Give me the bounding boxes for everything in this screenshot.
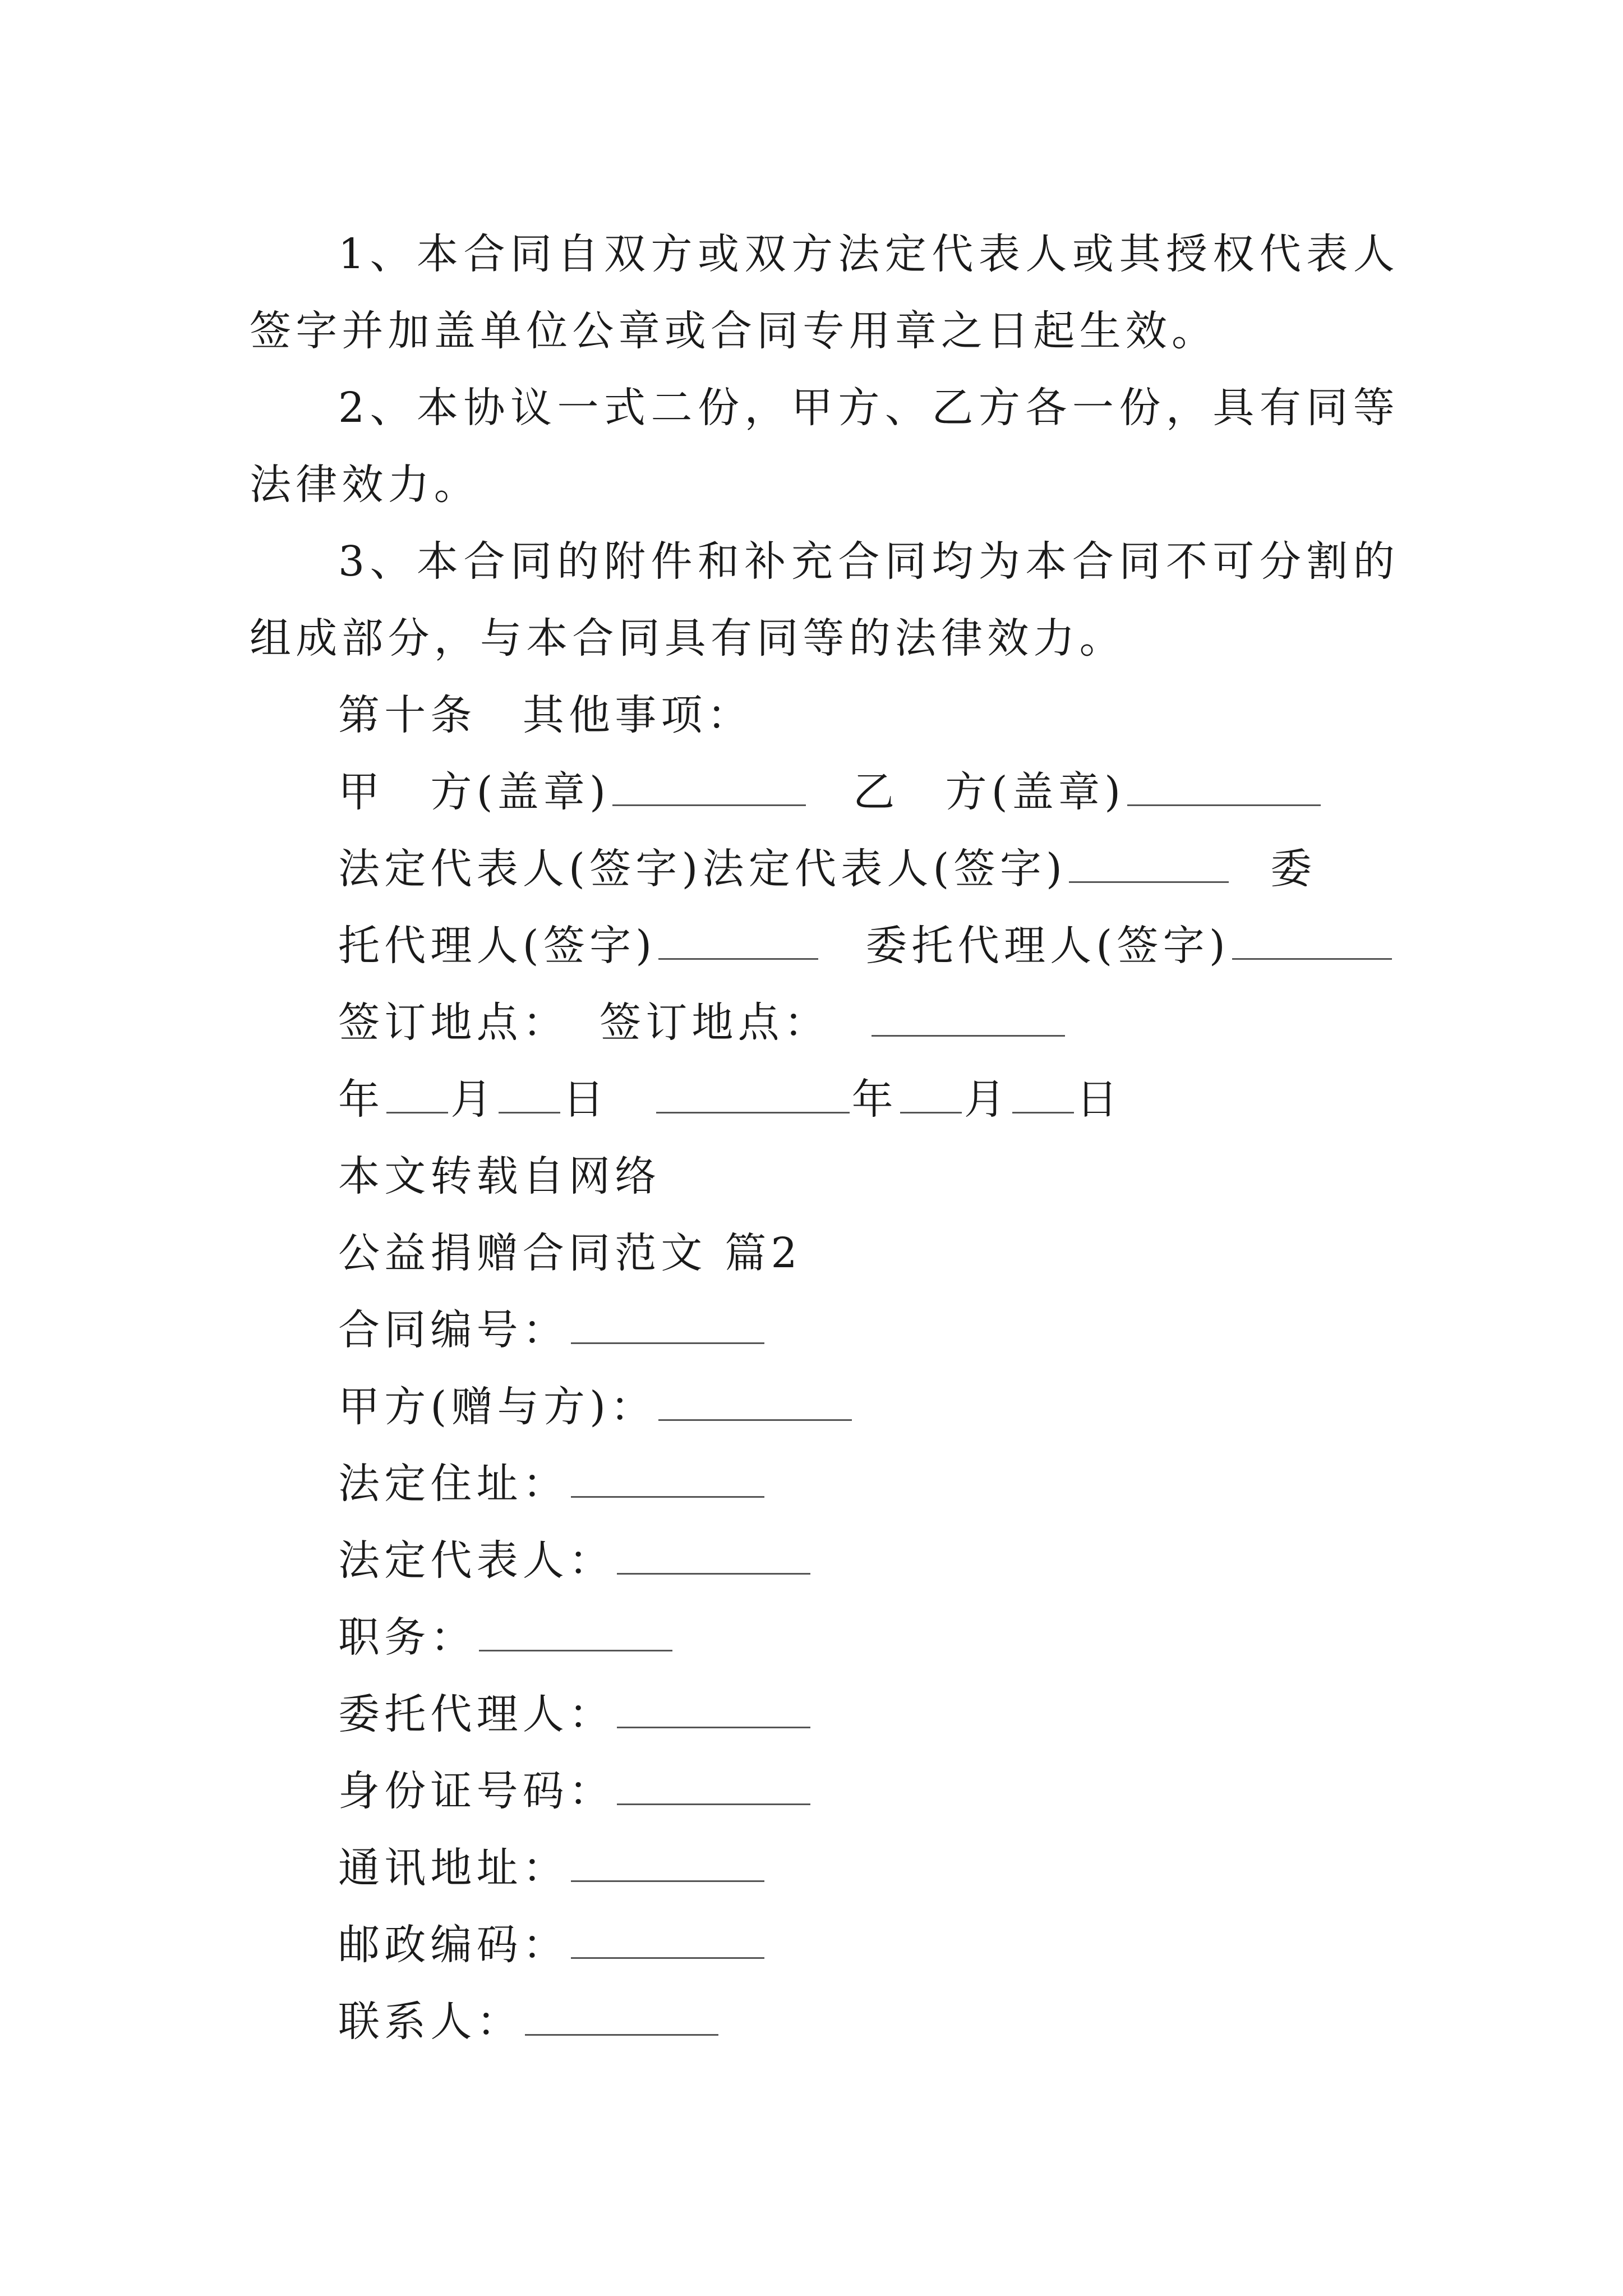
field-party-a: [250, 1369, 1399, 1446]
month-a-blank: [499, 1077, 560, 1114]
place-b-label: 签订地点：: [600, 999, 830, 1047]
clause-3: 3、本合同的附件和补充合同均为本合同不可分割的组成部分，与本合同具有同等的法律效力。: [250, 537, 1399, 662]
article-10-heading: 第十条 其他事项：: [338, 691, 753, 739]
field-blank: [571, 1461, 764, 1498]
party-b-seal-label: 乙 方(盖章): [853, 768, 1126, 816]
clause-2: 2、本协议一式二份，甲方、乙方各一份，具有同等法律效力。: [250, 384, 1399, 509]
agent-a-blank: [658, 923, 818, 960]
year-b: 年: [851, 1075, 898, 1124]
year-a-blank: [386, 1077, 448, 1114]
field-label: 合同编号：: [338, 1306, 569, 1354]
field-contact: [250, 1984, 1399, 2060]
field-label: 委托代理人：: [338, 1690, 615, 1738]
field-blank: [617, 1769, 810, 1805]
date-b-blank: [656, 1077, 850, 1114]
field-label: 职务：: [338, 1613, 477, 1662]
field-blank: [617, 1538, 810, 1575]
field-legal-address: [250, 1446, 1399, 1522]
place-a-label: 签订地点：: [338, 999, 569, 1047]
field-label: 身份证号码：: [338, 1767, 615, 1815]
document-page: [250, 216, 1399, 2060]
field-contract-no: [250, 1292, 1399, 1369]
legal-rep-blank: [1069, 846, 1229, 883]
field-label: 通讯地址：: [338, 1844, 569, 1892]
day-b: 日: [1076, 1075, 1123, 1124]
field-position: [250, 1599, 1399, 1676]
party-a-seal-blank: [612, 770, 806, 806]
field-postcode: [250, 1907, 1399, 1984]
field-label: 法定住址：: [338, 1460, 569, 1508]
field-blank: [658, 1384, 852, 1421]
place-line: [250, 984, 1399, 1061]
field-blank: [571, 1846, 764, 1882]
field-agent: [250, 1676, 1399, 1753]
field-blank: [617, 1692, 810, 1728]
day-a: 日: [562, 1075, 609, 1124]
date-line: [250, 1061, 1399, 1138]
field-blank: [571, 1308, 764, 1344]
month-b-blank: [1012, 1077, 1074, 1114]
field-label: 邮政编码：: [338, 1921, 569, 1969]
year-a: 年: [338, 1075, 385, 1124]
section-title: 公益捐赠合同范文 篇2: [338, 1229, 802, 1277]
party-b-seal-blank: [1127, 770, 1321, 806]
field-label: 甲方(赠与方)：: [338, 1383, 657, 1431]
legal-rep-a-label: 法定代表人(签字): [338, 845, 703, 893]
place-blank: [872, 1000, 1065, 1037]
wei-char: 委: [1270, 845, 1317, 893]
agent-a-label: 托代理人(签字): [338, 922, 657, 970]
agent-line: [250, 908, 1399, 984]
legal-rep-line: [250, 831, 1399, 908]
field-blank: [525, 1999, 718, 2036]
field-blank: [571, 1922, 764, 1959]
source-note: 本文转载自网络: [338, 1152, 661, 1200]
field-label: 法定代表人：: [338, 1536, 615, 1585]
month-b: 月: [963, 1075, 1011, 1124]
party-a-seal-label: 甲 方(盖章): [338, 768, 611, 816]
field-legal-rep: [250, 1522, 1399, 1599]
seal-line: [250, 754, 1399, 831]
field-label: 联系人：: [338, 1998, 523, 2046]
agent-b-label: 委托代理人(签字): [865, 922, 1230, 970]
clause-1: 1、本合同自双方或双方法定代表人或其授权代表人签字并加盖单位公章或合同专用章之日起生效。: [250, 230, 1399, 355]
agent-b-blank: [1232, 923, 1392, 960]
field-mail-address: [250, 1830, 1399, 1907]
year-b-blank: [900, 1077, 962, 1114]
field-id-number: [250, 1753, 1399, 1830]
field-blank: [479, 1615, 672, 1651]
month-a: 月: [450, 1075, 497, 1124]
legal-rep-b-label: 法定代表人(签字): [702, 845, 1067, 893]
